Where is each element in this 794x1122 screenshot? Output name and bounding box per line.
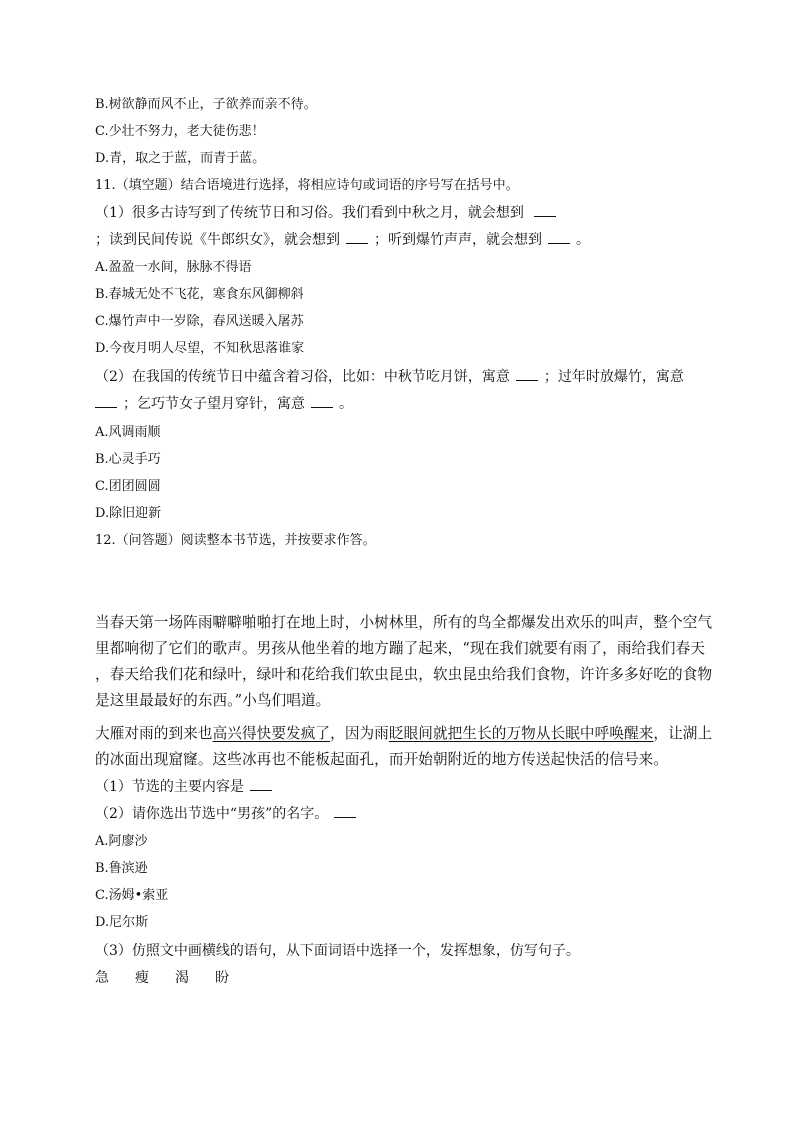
word-choice: 盼 (215, 970, 229, 986)
q12-sub2 (95, 805, 362, 823)
answer-blank[interactable] (311, 395, 333, 408)
q12-sub1 (95, 778, 278, 796)
passage-line: 当春天第一场阵雨噼噼啪啪打在地上时，小树林里，所有的鸟全都爆发出欢乐的叫声，整个空气 (95, 614, 713, 631)
word-choice: 急 (95, 970, 109, 986)
q11-part1-option: A.盈盈一水间，脉脉不得语 (95, 260, 252, 275)
word-choices (95, 969, 255, 987)
question-12-title: 12.（问答题）阅读整本书节选，并按要求作答。 (95, 533, 376, 548)
q11-part1-line1 (95, 204, 562, 222)
answer-blank[interactable] (95, 395, 117, 408)
q11-part1-text-b: ；听到爆竹声声，就会想到 (374, 232, 542, 248)
answer-blank[interactable] (516, 368, 538, 381)
q12-sub2-option: C.汤姆•索亚 (95, 888, 169, 903)
passage-text: 大雁对雨的到来也 (95, 725, 213, 742)
passage-paragraph-2 (95, 721, 713, 773)
q11-part1-option: C.爆竹声中一岁除，春风送暖入屠苏 (95, 314, 304, 329)
q11-part2-text-a: （2）在我国的传统节日中蕴含着习俗，比如：中秋节吃月饼，寓意 (95, 369, 510, 385)
q12-sub2-option: A.阿廖沙 (95, 834, 148, 849)
word-choice: 瘦 (135, 970, 149, 986)
q11-part2-text-d: 。 (339, 396, 353, 412)
q12-sub2-option: B.鲁滨逊 (95, 861, 148, 876)
word-choice: 渴 (175, 970, 189, 986)
q12-sub3: （3）仿照文中画横线的语句，从下面词语中选择一个，发挥想象，仿写句子。 (95, 943, 580, 959)
option-c-prev: C.少壮不努力，老大徒伤悲！ (95, 124, 265, 139)
q11-part1-option: B.春城无处不飞花，寒食东风御柳斜 (95, 287, 304, 302)
answer-blank[interactable] (548, 231, 570, 244)
q11-part1-line2 (95, 231, 590, 249)
q11-part1-text: （1）很多古诗写到了传统节日和习俗。我们看到中秋之月，就会想到 (95, 205, 524, 221)
q11-part1-text-a: ；读到民间传说《牛郎织女》，就会想到 (95, 232, 340, 248)
question-11-title: 11.（填空题）结合语境进行选择，将相应诗句或词语的序号写在括号中。 (95, 178, 519, 193)
q11-part2-option: B.心灵手巧 (95, 452, 161, 467)
answer-blank[interactable] (250, 778, 272, 791)
passage-text: ，因为雨 (330, 725, 389, 742)
q11-part2-option: A.风调雨顺 (95, 425, 161, 440)
q11-part1-option: D.今夜月明人尽望，不知秋思落谁家 (95, 341, 305, 356)
passage-paragraph-1 (95, 610, 713, 714)
option-b-prev: B.树欲静而风不止，子欲养而亲不待。 (95, 97, 317, 112)
q12-sub2-text: （2）请你选出节选中“男孩”的名字。 (95, 806, 329, 822)
answer-blank[interactable] (534, 204, 556, 217)
option-d-prev: D.青，取之于蓝，而青于蓝。 (95, 151, 266, 166)
underlined-phrase: 眨眼间就把生长的万物从长眠中呼唤醒来 (388, 725, 654, 742)
answer-blank[interactable] (334, 805, 356, 818)
q11-part2-line2 (95, 395, 353, 413)
q11-part2-option: D.除旧迎新 (95, 506, 162, 521)
passage-line: ，春天给我们花和绿叶，绿叶和花给我们软虫昆虫，软虫昆虫给我们食物，许许多多好吃的食物 (95, 666, 713, 683)
q12-sub2-option: D.尼尔斯 (95, 915, 149, 930)
passage-text: ，让湖上 (653, 725, 713, 742)
q12-sub1-text: （1）节选的主要内容是 (95, 779, 244, 795)
q11-part2-option: C.团团圆圆 (95, 479, 161, 494)
q11-part1-text-c: 。 (576, 232, 590, 248)
passage-line: 里都响彻了它们的歌声。男孩从他坐着的地方蹦了起来，“现在我们就要有雨了，雨给我们春天 (95, 640, 706, 657)
answer-blank[interactable] (346, 231, 368, 244)
passage-line: 是这里最最好的东西。”小鸟们唱道。 (95, 692, 331, 709)
q11-part2-text-c: ；乞巧节女子望月穿针，寓意 (123, 396, 305, 412)
q11-part2-line1 (95, 368, 684, 386)
passage-line (95, 721, 713, 747)
passage-line: 的冰面出现窟窿。这些冰再也不能板起面孔，而开始朝附近的地方传送起快活的信号来。 (95, 751, 669, 768)
underlined-phrase: 高兴得快要发疯了 (212, 725, 331, 742)
q11-part2-text-b: ；过年时放爆竹，寓意 (543, 369, 684, 385)
